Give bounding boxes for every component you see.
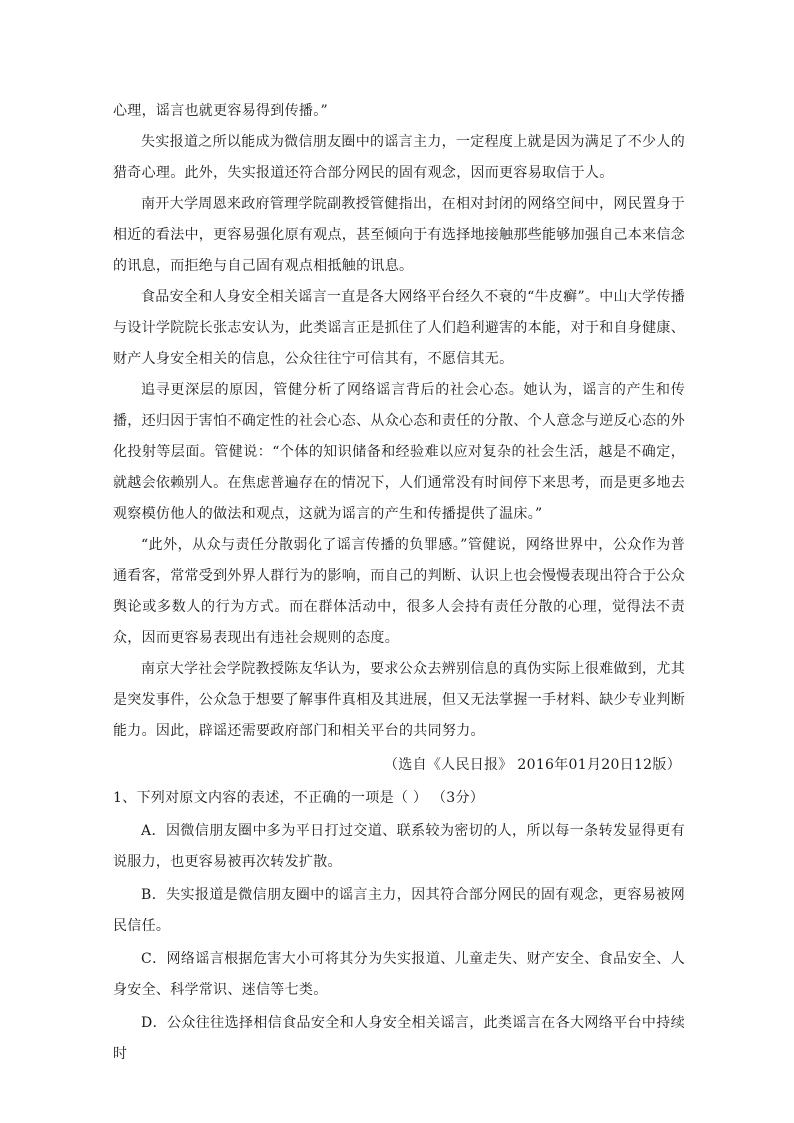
option-a: A．因微信朋友圈中多为平日打过交道、联系较为密切的人，所以每一条转发显得更有说服力，也更容易被再次转发扩散。 [113,823,685,870]
option-d: D．公众往往选择相信食品安全和人身安全相关谣言，此类谣言在各大网络平台中持续时 [113,1015,685,1062]
option-c: C．网络谣言根据危害大小可将其分为失实报道、儿童走失、财产安全、食品安全、人身安全、科学常识、迷信等七类。 [113,951,685,998]
article-paragraph-3: 南开大学周恩来政府管理学院副教授管健指出，在相对封闭的网络空间中，网民置身于相近的看法中，更容易强化原有观点，甚至倾向于有选择地接触那些能够加强自己本来信念的讯息，而拒绝与自己固有观点相抵触的讯息。 [113,196,685,274]
document-body [113,96,685,1070]
article-paragraph-7: 南京大学社会学院教授陈友华认为，要求公众去辨别信息的真伪实际上很难做到，尤其是突发事件，公众急于想要了解事件真相及其进展，但又无法掌握一手材料、缺少专业判断能力。因此，辟谣还需要政府部门和相关平台的共同努力。 [113,661,685,739]
option-b: B．失实报道是微信朋友圈中的谣言主力，因其符合部分网民的固有观念，更容易被网民信任。 [113,887,685,934]
article-paragraph-5: 追寻更深层的原因，管健分析了网络谣言背后的社会心态。她认为，谣言的产生和传播，还归因于害怕不确定性的社会心态、从众心态和责任的分散、个人意念与逆反心态的外化投射等层面。管健说：“个体的知识储备和经验难以应对复杂的社会生活，越是不确定，就越会依赖别人。在焦虑普遍存在的情况下，人们通常没有时间停下来思考，而是更多地去观察模仿他人的做法和观点，这就为谣言的产生和传播提供了温床。” [113,382,685,522]
question-stem: 1、下列对原文内容的表述，不正确的一项是（ ） （3分） [113,790,485,806]
article-source: （选自《人民日报》 2016年01月20日12版） [383,757,681,773]
article-paragraph-4: 食品安全和人身安全相关谣言一直是各大网络平台经久不衰的“牛皮癣”。中山大学传播与设计学院院长张志安认为，此类谣言正是抓住了人们趋利避害的本能，对于和自身健康、财产人身安全相关的信息，公众往往宁可信其有，不愿信其无。 [113,289,686,367]
article-paragraph-2: 失实报道之所以能成为微信朋友圈中的谣言主力，一定程度上就是因为满足了不少人的猎奇心理。此外，失实报道还符合部分网民的固有观念，因而更容易取信于人。 [113,134,685,181]
article-paragraph-6: “此外，从众与责任分散弱化了谣言传播的负罪感。”管健说，网络世界中，公众作为普通看客，常常受到外界人群行为的影响，而自己的判断、认识上也会慢慢表现出符合于公众舆论或多数人的行为方式。而在群体活动中，很多人会持有责任分散的心理，觉得法不责众，因而更容易表现出有违社会规则的态度。 [113,537,685,646]
article-paragraph-1: 心理，谣言也就更容易得到传播。” [113,103,328,119]
